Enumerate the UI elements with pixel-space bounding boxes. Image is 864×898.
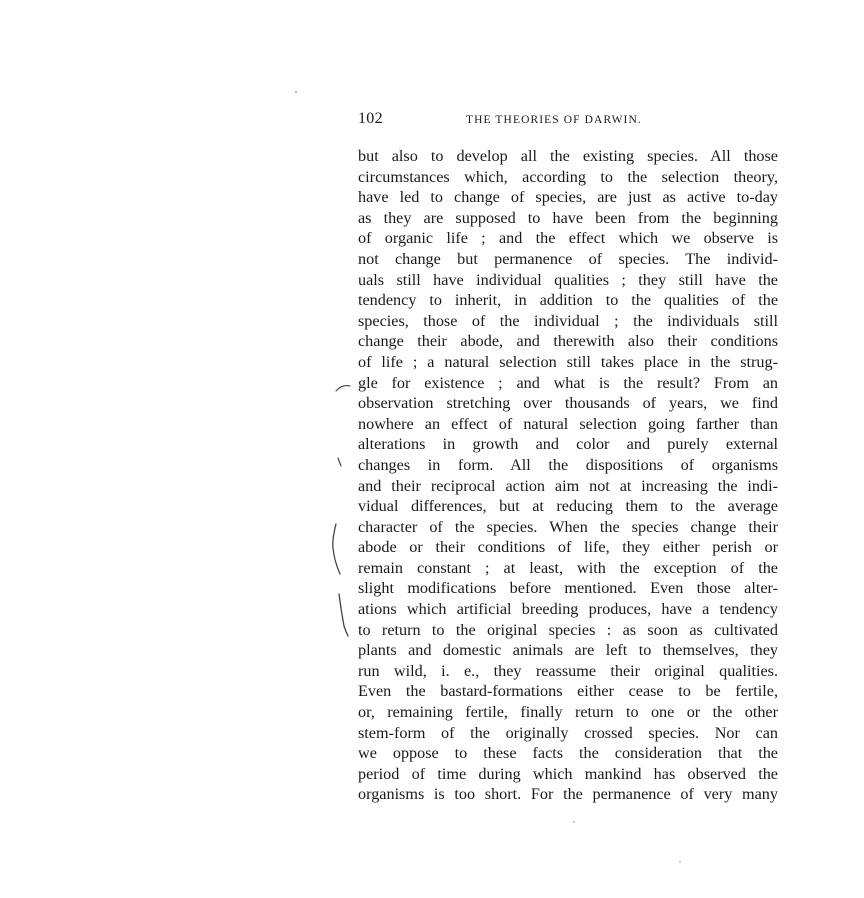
text-line: remain constant ; at least, with the exception of the bbox=[358, 558, 778, 577]
page-speck bbox=[573, 821, 575, 823]
text-line: we oppose to these facts the consideration that the bbox=[358, 744, 778, 763]
text-line: uals still have individual qualities ; they still have the bbox=[358, 270, 778, 289]
text-line: species, those of the individual ; the individuals still bbox=[358, 311, 778, 330]
text-line: of life ; a natural selection still takes place in the strug- bbox=[358, 352, 778, 371]
text-line: to return to the original species : as soon as cultivated bbox=[358, 620, 778, 639]
running-title: THE THEORIES OF DARWIN. bbox=[466, 114, 642, 126]
text-line: as they are supposed to have been from the beginning bbox=[358, 208, 778, 227]
text-line: stem-form of the originally crossed species. Nor can bbox=[358, 723, 778, 742]
page-speck bbox=[295, 91, 297, 93]
text-line: observation stretching over thousands of years, we find bbox=[358, 394, 778, 413]
text-line: abode or their conditions of life, they either perish or bbox=[358, 538, 778, 557]
text-line: change their abode, and therewith also their conditions bbox=[358, 332, 778, 351]
text-line: not change but permanence of species. The individ- bbox=[358, 249, 778, 268]
running-head bbox=[358, 110, 778, 132]
text-line: tendency to inherit, in addition to the qualities of the bbox=[358, 291, 778, 310]
text-line: and their reciprocal action aim not at increasing the indi- bbox=[358, 476, 778, 495]
text-line: changes in form. All the dispositions of organisms bbox=[358, 455, 778, 474]
text-line: organisms is too short. For the permanence of very many bbox=[358, 785, 778, 804]
text-line: circumstances which, according to the selection theory, bbox=[358, 167, 778, 186]
text-line: ations which artificial breeding produces, have a tendency bbox=[358, 600, 778, 619]
text-line: character of the species. When the species change their bbox=[358, 517, 778, 536]
text-line: or, remaining fertile, finally return to one or the other bbox=[358, 703, 778, 722]
text-line: period of time during which mankind has observed the bbox=[358, 764, 778, 783]
page-number: 102 bbox=[358, 110, 383, 127]
pencil-tick-mark bbox=[338, 458, 341, 466]
text-line: Even the bastard-formations either cease to be fertile, bbox=[358, 682, 778, 701]
text-line: slight modifications before mentioned. Even those alter- bbox=[358, 579, 778, 598]
pencil-bracket-mark bbox=[339, 594, 348, 636]
text-line: alterations in growth and color and purely external bbox=[358, 435, 778, 454]
pencil-bracket-mark bbox=[333, 524, 340, 574]
text-line: plants and domestic animals are left to themselves, they bbox=[358, 641, 778, 660]
text-line: run wild, i. e., they reassume their original qualities. bbox=[358, 661, 778, 680]
page-speck bbox=[679, 861, 680, 862]
text-line: nowhere an effect of natural selection going farther than bbox=[358, 414, 778, 433]
text-line: but also to develop all the existing species. All those bbox=[358, 147, 778, 165]
text-line: have led to change of species, are just as active to-day bbox=[358, 188, 778, 207]
text-line: of organic life ; and the effect which we observe is bbox=[358, 229, 778, 248]
text-line: gle for existence ; and what is the result? From an bbox=[358, 373, 778, 392]
text-line: vidual differences, but at reducing them to the average bbox=[358, 497, 778, 516]
pencil-hook-mark bbox=[336, 386, 350, 391]
body-paragraph bbox=[358, 146, 778, 805]
